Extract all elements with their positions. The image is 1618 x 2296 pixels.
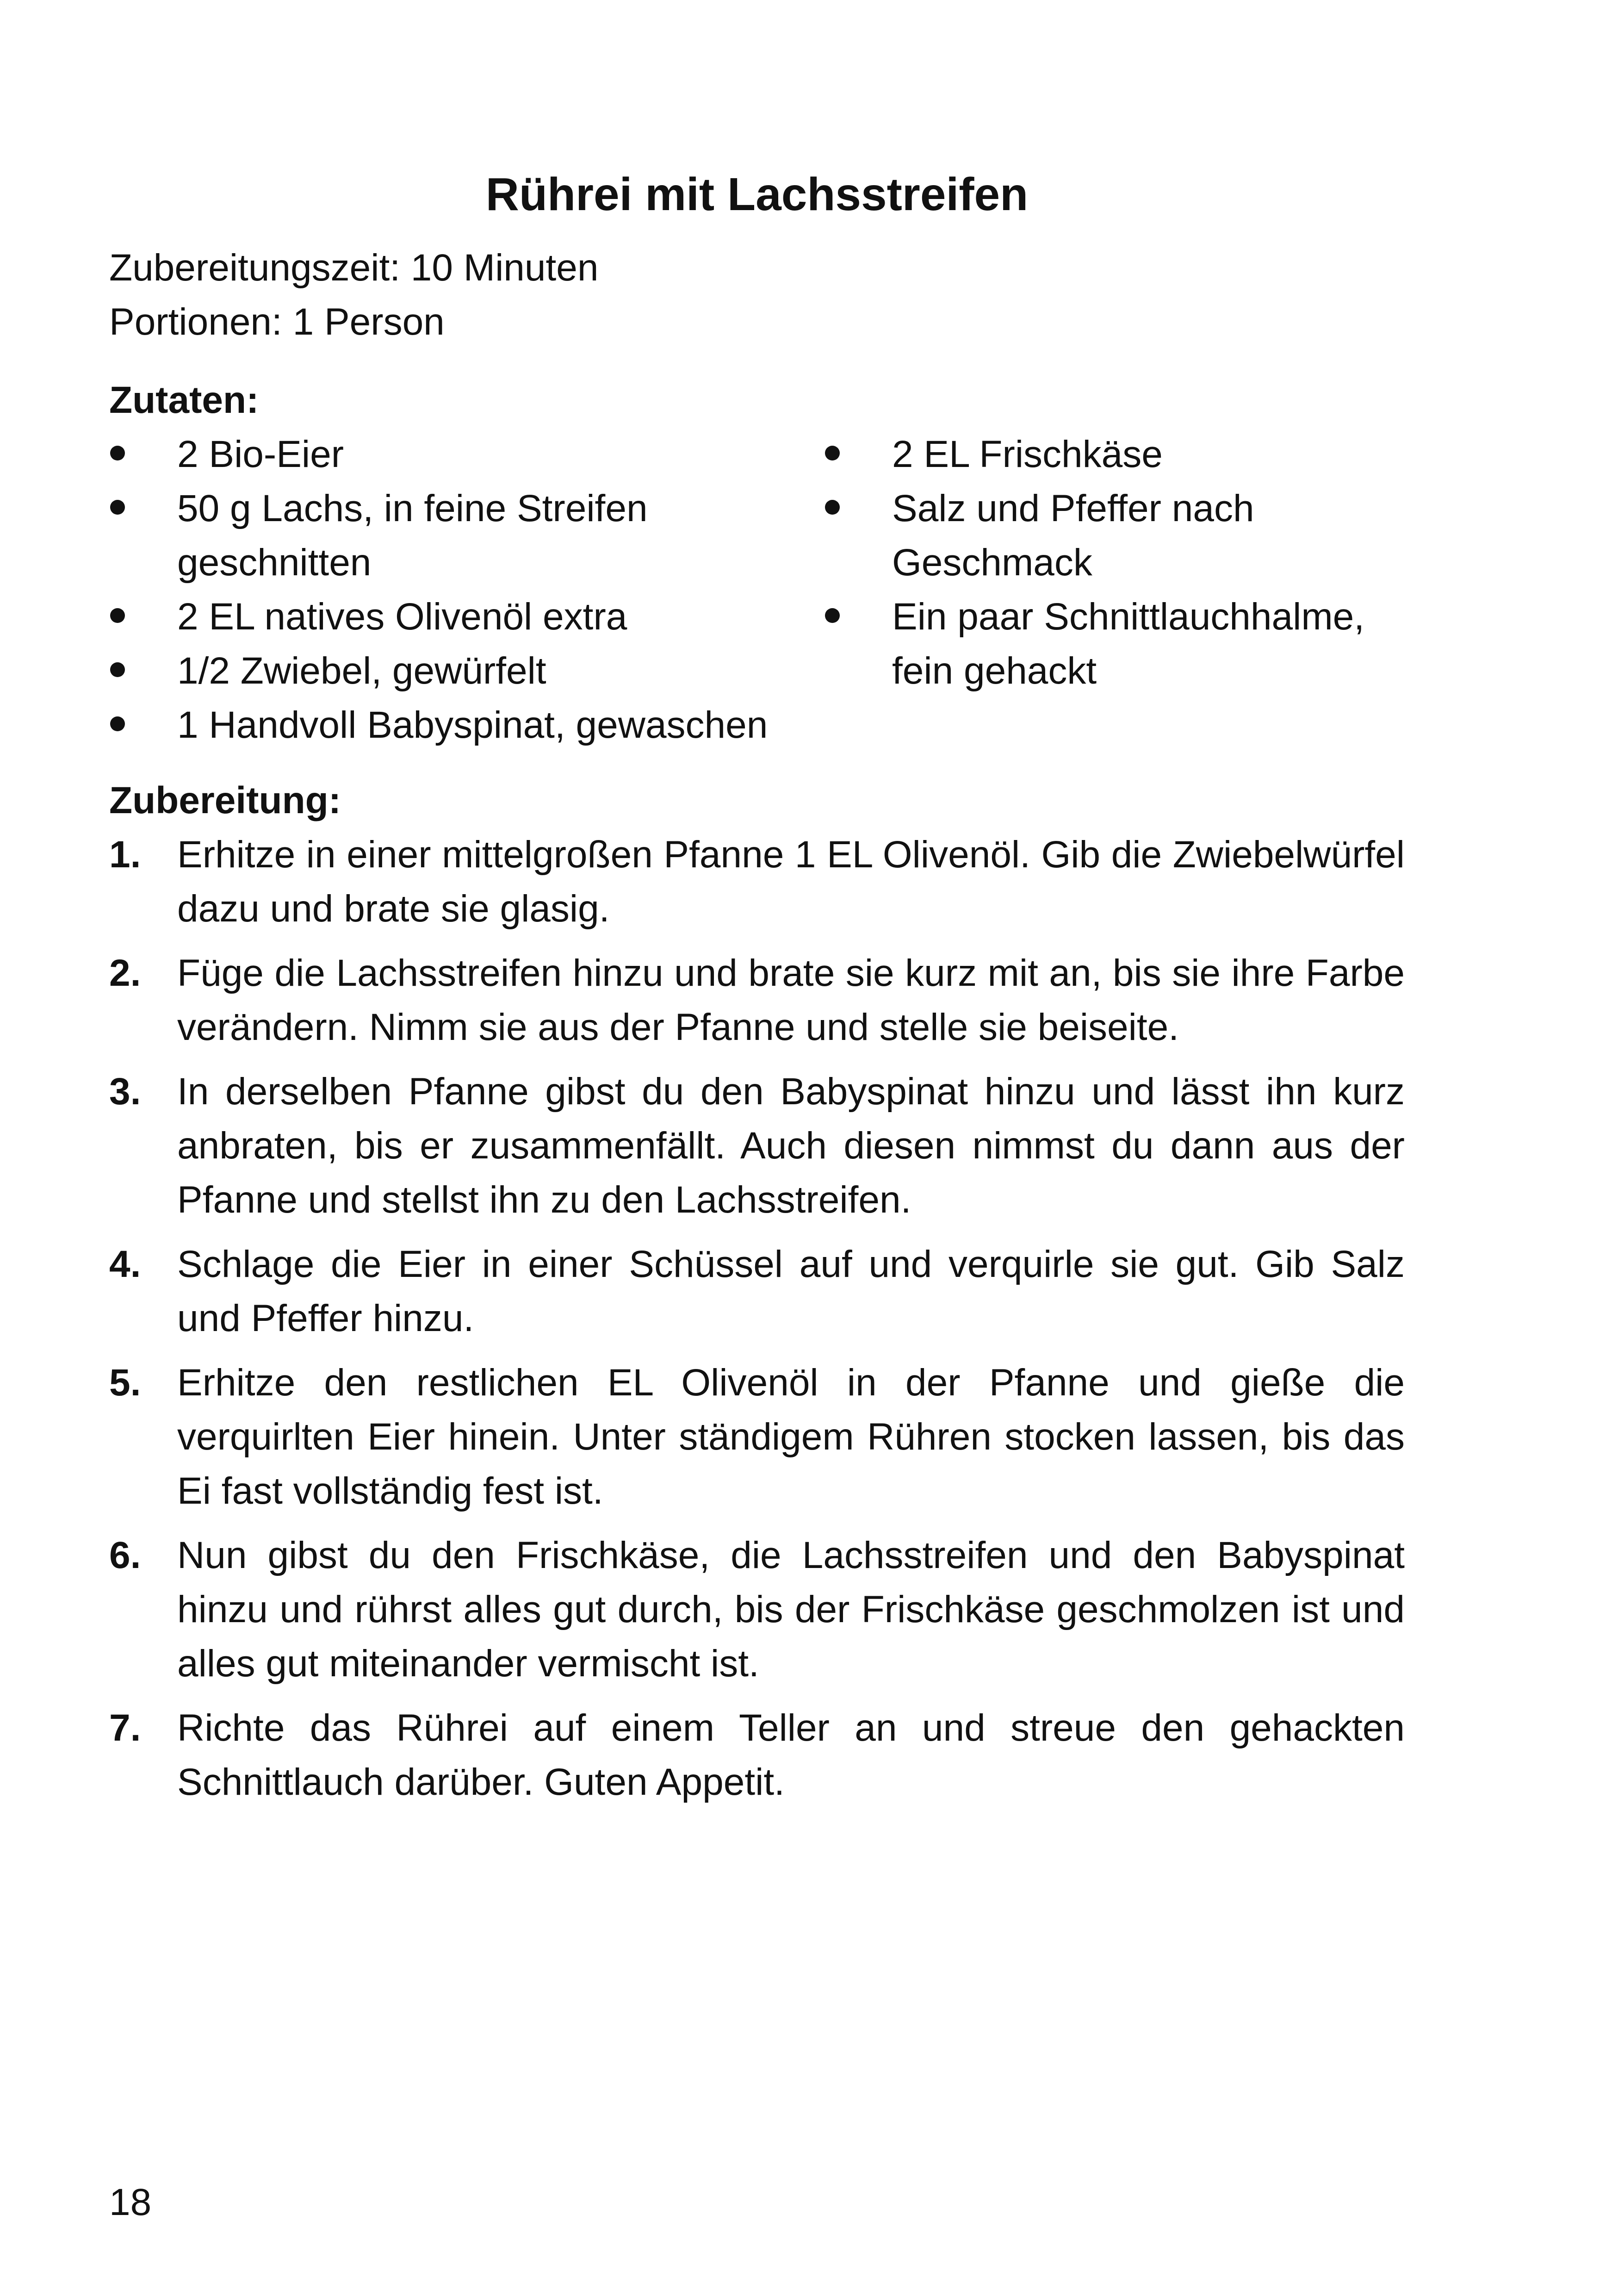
ingredient-item xyxy=(824,427,1405,481)
ingredient-text: 2 Bio-Eier xyxy=(177,433,344,475)
step-item xyxy=(109,1237,1405,1345)
ingredient-item xyxy=(824,481,1405,590)
ingredient-item xyxy=(109,481,824,590)
step-item xyxy=(109,946,1405,1054)
ingredients-heading: Zutaten: xyxy=(109,379,259,421)
page-number: 18 xyxy=(109,2181,152,2223)
recipe-title: Rührei mit Lachsstreifen xyxy=(485,168,1029,220)
step-number: 5. xyxy=(109,1362,141,1404)
step-number: 7. xyxy=(109,1707,141,1749)
bullet-icon xyxy=(825,446,840,460)
step-item xyxy=(109,828,1405,936)
step-text: Schlage die Eier in einer Schüssel auf und verquirle sie gut. Gib Salz und Pfeffer hinzu. xyxy=(177,1243,1405,1339)
step-text: Füge die Lachsstreifen hinzu und brate sie kurz mit an, bis sie ihre Farbe verändern. Nimm sie aus der Pfanne und stelle sie beiseite. xyxy=(177,952,1405,1048)
step-number: 6. xyxy=(109,1534,141,1576)
bullet-icon xyxy=(110,446,125,460)
ingredient-text: 1 Handvoll Babyspinat, gewaschen xyxy=(177,704,768,746)
step-item xyxy=(109,1701,1405,1809)
ingredients-list-right xyxy=(824,427,1405,698)
ingredient-text: 50 g Lachs, in feine Streifen geschnitten xyxy=(177,487,648,584)
step-number: 2. xyxy=(109,952,141,994)
ingredient-text: 2 EL natives Olivenöl extra xyxy=(177,596,627,638)
step-number: 1. xyxy=(109,834,141,876)
bullet-icon xyxy=(110,716,125,731)
steps-heading: Zubereitung: xyxy=(109,779,341,821)
ingredient-item xyxy=(824,590,1405,698)
ingredient-item xyxy=(109,590,824,644)
ingredient-text: Ein paar Schnittlauchhalme, fein gehackt xyxy=(892,596,1365,692)
step-item xyxy=(109,1064,1405,1227)
step-number: 3. xyxy=(109,1070,141,1113)
step-item xyxy=(109,1356,1405,1518)
ingredient-text: 2 EL Frischkäse xyxy=(892,433,1163,475)
ingredients-right-column xyxy=(824,427,1405,752)
step-item xyxy=(109,1528,1405,1691)
prep-time: Zubereitungszeit: 10 Minuten xyxy=(109,247,599,289)
bullet-icon xyxy=(825,608,840,623)
bullet-icon xyxy=(110,662,125,677)
step-text: Erhitze in einer mittelgroßen Pfanne 1 EL Olivenöl. Gib die Zwiebelwürfel dazu und brate sie glasig. xyxy=(177,834,1405,930)
recipe-page xyxy=(109,167,1405,1819)
step-text: Erhitze den restlichen EL Olivenöl in der Pfanne und gieße die verquirlten Eier hinein. Unter ständigem Rühren stocken lassen, bis das Ei fast vollständig fest ist. xyxy=(177,1362,1405,1512)
ingredient-item xyxy=(109,644,824,698)
ingredient-text: 1/2 Zwiebel, gewürfelt xyxy=(177,650,546,692)
servings: Portionen: 1 Person xyxy=(109,301,445,343)
bullet-icon xyxy=(110,500,125,515)
ingredient-text: Salz und Pfeffer nach Geschmack xyxy=(892,487,1254,584)
step-text: In derselben Pfanne gibst du den Babyspinat hinzu und lässt ihn kurz anbraten, bis er zusammenfällt. Auch diesen nimmst du dann aus der Pfanne und stellst ihn zu den Lachsstreifen. xyxy=(177,1070,1405,1221)
bullet-icon xyxy=(825,500,840,515)
bullet-icon xyxy=(110,608,125,623)
step-text: Nun gibst du den Frischkäse, die Lachsstreifen und den Babyspinat hinzu und rührst alles gut durch, bis der Frischkäse geschmolzen ist und alles gut miteinander vermischt ist. xyxy=(177,1534,1405,1685)
ingredients-list-left xyxy=(109,427,824,752)
step-text: Richte das Rührei auf einem Teller an und streue den gehackten Schnittlauch darüber. Guten Appetit. xyxy=(177,1707,1405,1803)
ingredient-item xyxy=(109,427,824,481)
ingredients-left-column xyxy=(109,427,824,752)
ingredients-columns xyxy=(109,427,1405,752)
steps-list xyxy=(109,828,1405,1809)
step-number: 4. xyxy=(109,1243,141,1285)
ingredient-item xyxy=(109,698,824,752)
